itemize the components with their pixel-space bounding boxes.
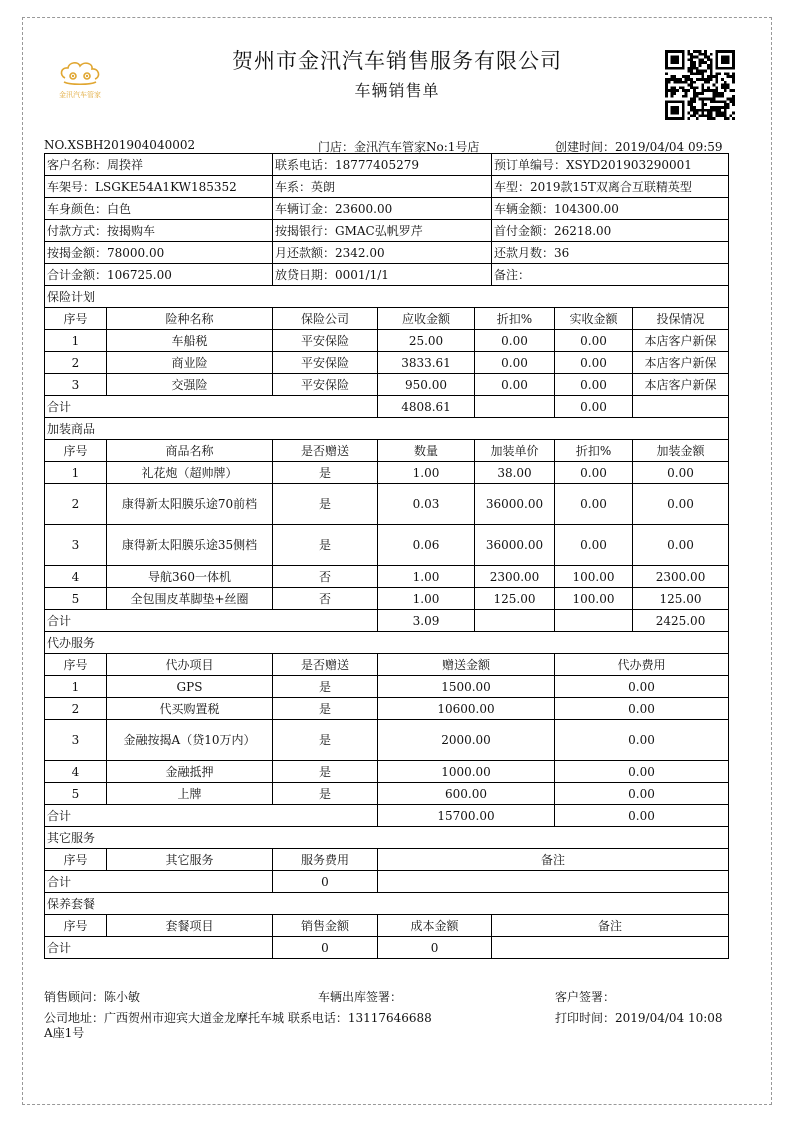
cell: 0.00 [555,761,729,783]
company-address-line2: A座1号 [44,1026,85,1040]
sales-advisor: 销售顾问：陈小敏 [44,990,141,1004]
cell: 平安保险 [273,352,378,374]
column-header: 序号 [45,849,107,871]
cell: 950.00 [378,374,475,396]
contact-phone: 联系电话：18777405279 [273,154,492,176]
cell: 本店客户新保 [633,352,729,374]
cell: 是 [273,525,378,566]
cell: 本店客户新保 [633,374,729,396]
cell: 0.00 [555,330,633,352]
agency-row [45,783,729,805]
qr-code [665,50,735,120]
cell: 3833.61 [378,352,475,374]
cell: 0.03 [378,484,475,525]
column-header: 应收金额 [378,308,475,330]
column-header: 折扣% [555,440,633,462]
cell: 10600.00 [378,698,555,720]
column-header: 代办费用 [555,654,729,676]
cell: 0.00 [555,462,633,484]
section-title-row [45,893,729,915]
vehicle-amount: 车辆金额：104300.00 [492,198,729,220]
cell: 康得新太阳膜乐途35侧档 [107,525,273,566]
booking-number: 预订单编号：XSYD201903290001 [492,154,729,176]
cell: 是 [273,676,378,698]
cell: 0.00 [475,330,555,352]
cell: 否 [273,588,378,610]
cell: 本店客户新保 [633,330,729,352]
info-row [45,242,729,264]
store-name: 门店：金汛汽车管家No:1号店 [318,140,480,154]
total-label: 合计 [45,396,378,418]
deposit: 车辆订金：23600.00 [273,198,492,220]
payment-method: 付款方式：按揭购车 [45,220,273,242]
cell: 0.00 [475,352,555,374]
insurance-row [45,330,729,352]
cell: 38.00 [475,462,555,484]
cell: 3 [45,525,107,566]
info-row [45,220,729,242]
company-address: 公司地址：广西贺州市迎宾大道金龙摩托车城 联系电话：13117646688 [44,1011,432,1025]
cell: 是 [273,698,378,720]
cell: 全包围皮革脚垫+丝圈 [107,588,273,610]
total-due: 4808.61 [378,396,475,418]
cell: 3 [45,720,107,761]
cell: 2300.00 [475,566,555,588]
cell: 是 [273,761,378,783]
cell: 0.00 [633,525,729,566]
cell: 否 [273,566,378,588]
addons-header-row [45,440,729,462]
cell: 是 [273,484,378,525]
column-header: 序号 [45,308,107,330]
addon-row [45,462,729,484]
cell: 1.00 [378,462,475,484]
column-header: 备注 [492,915,729,937]
addon-row [45,588,729,610]
column-header: 备注 [378,849,729,871]
cell: 上牌 [107,783,273,805]
addons-section-title: 加装商品 [45,418,729,440]
cell: 是 [273,720,378,761]
cell: 4 [45,761,107,783]
column-header: 序号 [45,440,107,462]
mortgage-bank: 按揭银行：GMAC弘帆罗芹 [273,220,492,242]
cell [633,396,729,418]
cell: 0.00 [555,484,633,525]
column-header: 成本金额 [378,915,492,937]
column-header: 实收金额 [555,308,633,330]
mortgage-amount: 按揭金额：78000.00 [45,242,273,264]
insurance-total-row [45,396,729,418]
cell: 1.00 [378,588,475,610]
cell: 1500.00 [378,676,555,698]
remarks: 备注： [492,264,729,286]
down-payment: 首付金额：26218.00 [492,220,729,242]
cell: 0.00 [555,783,729,805]
column-header: 是否赠送 [273,654,378,676]
column-header: 服务费用 [273,849,378,871]
cell: 125.00 [633,588,729,610]
body-color: 车身颜色：白色 [45,198,273,220]
insurance-row [45,374,729,396]
cell: 0.00 [633,462,729,484]
section-title-row [45,286,729,308]
cell: 1 [45,676,107,698]
package-total-row [45,937,729,959]
package-header-row [45,915,729,937]
cell: 0.06 [378,525,475,566]
column-header: 数量 [378,440,475,462]
company-name: 贺州市金汛汽车销售服务有限公司 [232,49,562,73]
column-header: 折扣% [475,308,555,330]
addons-total-row [45,610,729,632]
total-agency-fee: 0.00 [555,805,729,827]
other-header-row [45,849,729,871]
cell: 2000.00 [378,720,555,761]
column-header: 险种名称 [107,308,273,330]
agency-row [45,761,729,783]
agency-row [45,720,729,761]
cell: 1.00 [378,566,475,588]
total-cost-amount: 0 [378,937,492,959]
cell: 1 [45,462,107,484]
column-header: 序号 [45,654,107,676]
column-header: 商品名称 [107,440,273,462]
total-sale-amount: 0 [273,937,378,959]
print-time: 打印时间：2019/04/04 10:08 [555,1011,723,1025]
total-label: 合计 [45,610,378,632]
column-header: 赠送金额 [378,654,555,676]
cell: 1000.00 [378,761,555,783]
vehicle-exit-signature: 车辆出库签署： [318,990,403,1004]
section-title-row [45,827,729,849]
cell: 导航360一体机 [107,566,273,588]
column-header: 套餐项目 [107,915,273,937]
cell [492,937,729,959]
cell [475,610,555,632]
other-section-title: 其它服务 [45,827,729,849]
cell: 3 [45,374,107,396]
total-paid: 0.00 [555,396,633,418]
insurance-section-title: 保险计划 [45,286,729,308]
addon-row [45,484,729,525]
total-label: 合计 [45,805,378,827]
info-row [45,154,729,176]
order-number: NO.XSBH201904040002 [44,138,196,152]
column-header: 序号 [45,915,107,937]
sales-order-table [44,153,729,959]
info-row [45,264,729,286]
cell: 125.00 [475,588,555,610]
insurance-header-row [45,308,729,330]
cell: 2 [45,484,107,525]
total-label: 合计 [45,871,273,893]
cell: 0.00 [555,720,729,761]
cell: 0.00 [555,525,633,566]
info-row [45,198,729,220]
cell: 5 [45,588,107,610]
cell: 5 [45,783,107,805]
customer-name: 客户名称：周揆祥 [45,154,273,176]
cell: 0.00 [555,676,729,698]
agency-row [45,698,729,720]
section-title-row [45,418,729,440]
column-header: 其它服务 [107,849,273,871]
agency-section-title: 代办服务 [45,632,729,654]
document-title: 车辆销售单 [354,81,440,100]
insurance-row [45,352,729,374]
cell: 1 [45,330,107,352]
total-label: 合计 [45,937,273,959]
total-quantity: 3.09 [378,610,475,632]
column-header: 销售金额 [273,915,378,937]
addon-row [45,525,729,566]
cell: 0.00 [555,374,633,396]
car-series: 车系：英朗 [273,176,492,198]
cell: 代买购置税 [107,698,273,720]
total-amount: 合计金额：106725.00 [45,264,273,286]
column-header: 投保情况 [633,308,729,330]
cell: 36000.00 [475,525,555,566]
cell: 100.00 [555,588,633,610]
cell: 0.00 [555,698,729,720]
cell: 平安保险 [273,374,378,396]
repayment-months: 还款月数：36 [492,242,729,264]
column-header: 加装金额 [633,440,729,462]
cell: 金融抵押 [107,761,273,783]
cell: 商业险 [107,352,273,374]
cell: 0.00 [475,374,555,396]
total-service-fee: 0 [273,871,378,893]
cell: 是 [273,462,378,484]
cell: 4 [45,566,107,588]
cell [555,610,633,632]
column-header: 是否赠送 [273,440,378,462]
cell: GPS [107,676,273,698]
column-header: 加装单价 [475,440,555,462]
cell: 36000.00 [475,484,555,525]
monthly-payment: 月还款额：2342.00 [273,242,492,264]
other-total-row [45,871,729,893]
info-row [45,176,729,198]
cell: 100.00 [555,566,633,588]
cell: 金融按揭A（贷10万内） [107,720,273,761]
created-time: 创建时间：2019/04/04 09:59 [555,140,723,154]
total-addon-amount: 2425.00 [633,610,729,632]
cell: 25.00 [378,330,475,352]
agency-row [45,676,729,698]
agency-header-row [45,654,729,676]
cell: 车船税 [107,330,273,352]
cell: 2 [45,352,107,374]
cell [378,871,729,893]
cell: 是 [273,783,378,805]
cell: 0.00 [633,484,729,525]
car-model: 车型：2019款15T双离合互联精英型 [492,176,729,198]
total-gift-amount: 15700.00 [378,805,555,827]
column-header: 保险公司 [273,308,378,330]
cell: 0.00 [555,352,633,374]
cell: 平安保险 [273,330,378,352]
vin: 车架号：LSGKE54A1KW185352 [45,176,273,198]
addon-row [45,566,729,588]
cell: 600.00 [378,783,555,805]
loan-date: 放贷日期：0001/1/1 [273,264,492,286]
cell [475,396,555,418]
cell: 2 [45,698,107,720]
cell: 交强险 [107,374,273,396]
column-header: 代办项目 [107,654,273,676]
cell: 礼花炮（超帅牌） [107,462,273,484]
agency-total-row [45,805,729,827]
customer-signature: 客户签署： [555,990,616,1004]
logo-text: 金汛汽车管家 [59,91,101,99]
section-title-row [45,632,729,654]
package-section-title: 保养套餐 [45,893,729,915]
cell: 2300.00 [633,566,729,588]
cell: 康得新太阳膜乐途70前档 [107,484,273,525]
